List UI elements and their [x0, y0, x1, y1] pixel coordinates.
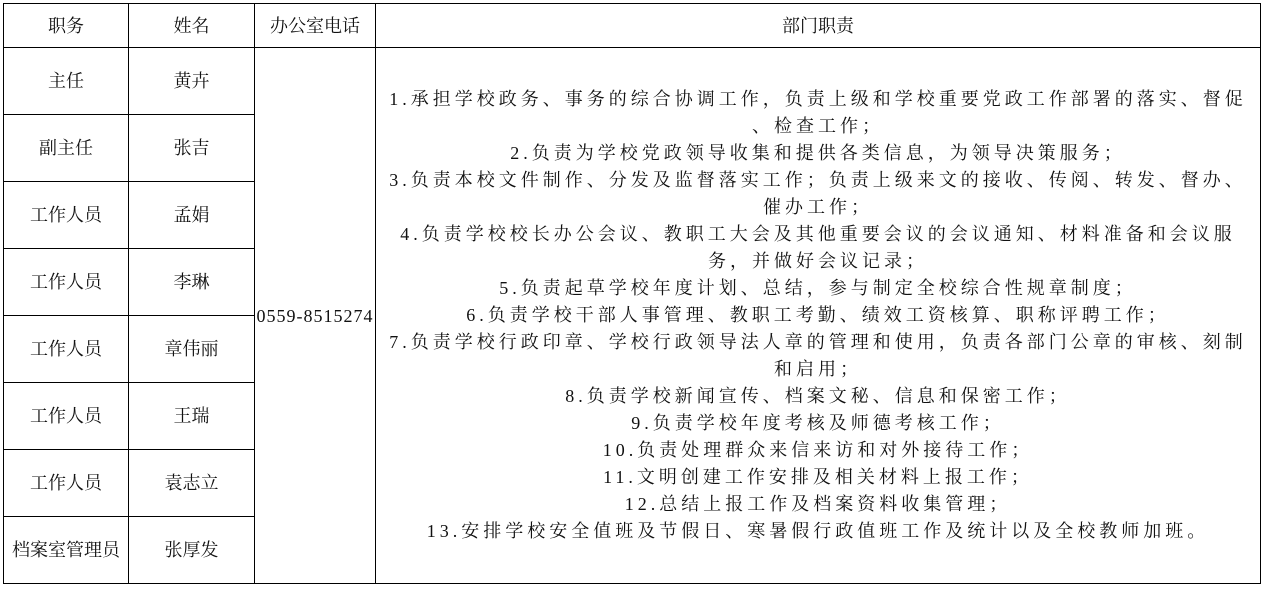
duty-line: 12.总结上报工作及档案资料收集管理；	[624, 494, 1012, 514]
table-header-row	[4, 4, 1261, 48]
duty-item	[376, 329, 1260, 383]
position-cell: 工作人员	[4, 450, 129, 517]
header-position: 职务	[4, 4, 129, 48]
duty-item	[376, 518, 1260, 545]
position-cell: 主任	[4, 48, 129, 115]
position-cell: 工作人员	[4, 182, 129, 249]
duty-item	[376, 275, 1260, 302]
duty-line: 4.负责学校校长办公会议、教职工大会及其他重要会议的会议通知、材料准备和会议服	[400, 224, 1236, 244]
position-cell: 副主任	[4, 115, 129, 182]
table-row	[4, 48, 1261, 115]
name-cell: 张吉	[129, 115, 255, 182]
office-phone-cell: 0559-8515274	[255, 48, 376, 584]
name-cell: 王瑞	[129, 383, 255, 450]
duty-line: 8.负责学校新闻宣传、档案文秘、信息和保密工作；	[565, 386, 1071, 406]
duty-item	[376, 464, 1260, 491]
duty-line: 和启用；	[774, 359, 862, 379]
duty-line: 、检查工作；	[752, 116, 884, 136]
duty-item	[376, 86, 1260, 140]
duty-item	[376, 437, 1260, 464]
duties-cell	[376, 48, 1261, 584]
name-cell: 袁志立	[129, 450, 255, 517]
duty-line: 10.负责处理群众来信来访和对外接待工作；	[602, 440, 1034, 460]
name-cell: 黄卉	[129, 48, 255, 115]
duty-item	[376, 221, 1260, 275]
duty-item	[376, 383, 1260, 410]
duty-line: 务，并做好会议记录；	[708, 251, 928, 271]
name-cell: 孟娟	[129, 182, 255, 249]
duty-line: 9.负责学校年度考核及师德考核工作；	[631, 413, 1005, 433]
name-cell: 李琳	[129, 249, 255, 316]
duty-line: 3.负责本校文件制作、分发及监督落实工作；负责上级来文的接收、传阅、转发、督办、	[389, 170, 1247, 190]
duty-line: 2.负责为学校党政领导收集和提供各类信息，为领导决策服务；	[510, 143, 1126, 163]
duty-item	[376, 167, 1260, 221]
duty-item	[376, 410, 1260, 437]
duty-item	[376, 491, 1260, 518]
duty-line: 13.安排学校安全值班及节假日、寒暑假行政值班工作及统计以及全校教师加班。	[426, 521, 1210, 541]
duty-line: 催办工作；	[763, 197, 873, 217]
duty-line: 11.文明创建工作安排及相关材料上报工作；	[603, 467, 1033, 487]
position-cell: 工作人员	[4, 249, 129, 316]
position-cell: 工作人员	[4, 316, 129, 383]
department-duties-table	[3, 3, 1261, 584]
header-name: 姓名	[129, 4, 255, 48]
name-cell: 章伟丽	[129, 316, 255, 383]
name-cell: 张厚发	[129, 517, 255, 584]
header-phone: 办公室电话	[255, 4, 376, 48]
duty-item	[376, 140, 1260, 167]
duty-item	[376, 302, 1260, 329]
header-duties: 部门职责	[376, 4, 1261, 48]
duty-line: 1.承担学校政务、事务的综合协调工作，负责上级和学校重要党政工作部署的落实、督促	[389, 89, 1247, 109]
duty-line: 5.负责起草学校年度计划、总结，参与制定全校综合性规章制度；	[499, 278, 1137, 298]
position-cell: 档案室管理员	[4, 517, 129, 584]
duty-line: 7.负责学校行政印章、学校行政领导法人章的管理和使用，负责各部门公章的审核、刻制	[389, 332, 1247, 352]
position-cell: 工作人员	[4, 383, 129, 450]
duty-line: 6.负责学校干部人事管理、教职工考勤、绩效工资核算、职称评聘工作；	[466, 305, 1170, 325]
